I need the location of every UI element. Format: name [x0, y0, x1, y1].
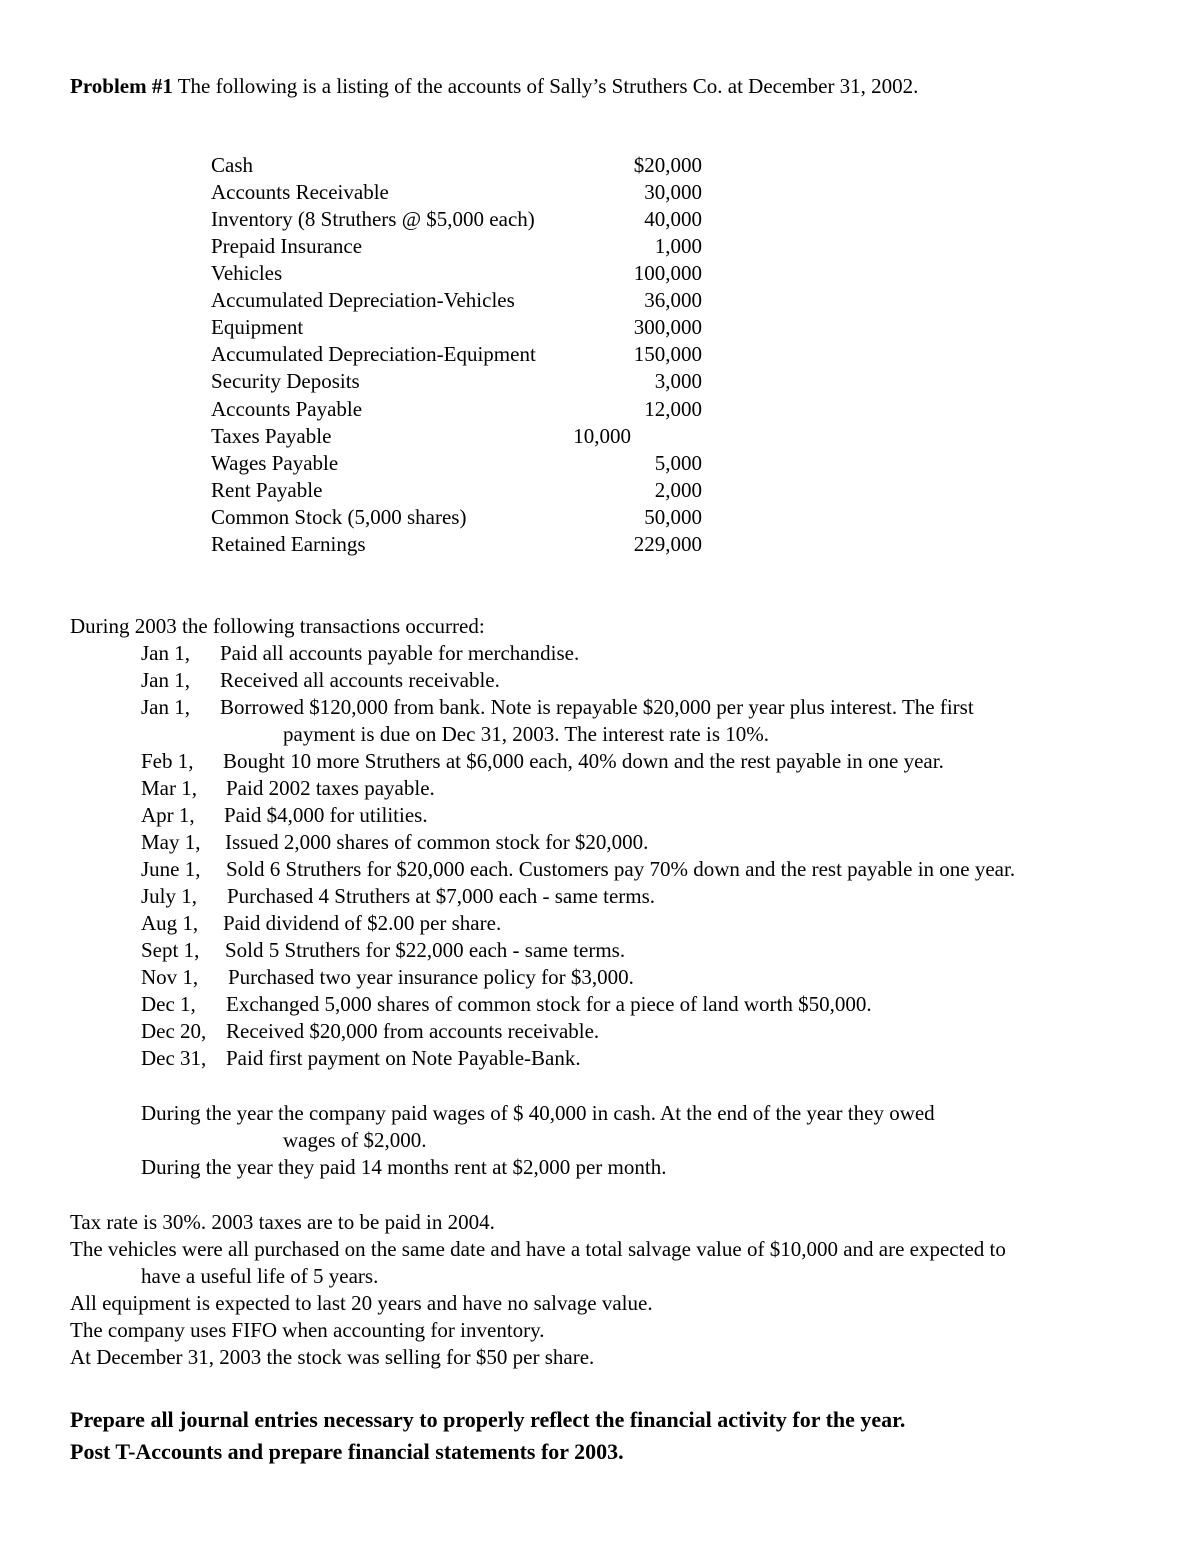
instructions-line-1: Prepare all journal entries necessary to properly reflect the financial activity for the year.: [70, 1407, 906, 1432]
tax-rate-note: Tax rate is 30%. 2003 taxes are to be paid in 2004.: [70, 1210, 495, 1234]
transaction-text: Paid first payment on Note Payable-Bank.: [226, 1046, 581, 1070]
problem-label: Problem #1: [70, 74, 173, 98]
transactions-intro: During 2003 the following transactions occurred:: [70, 614, 485, 638]
account-name: Vehicles: [211, 261, 283, 285]
account-amount: 3,000: [654, 369, 702, 393]
wages-note: During the year the company paid wages of $ 40,000 in cash. At the end of the year they owed: [141, 1101, 935, 1125]
account-name: Accumulated Depreciation-Vehicles: [211, 288, 515, 312]
transaction-text: Borrowed $120,000 from bank. Note is repayable $20,000 per year plus interest. The first: [220, 695, 974, 719]
account-name: Wages Payable: [211, 451, 339, 475]
transaction-text: Purchased two year insurance policy for $3,000.: [228, 965, 634, 989]
transaction-text: Sold 6 Struthers for $20,000 each. Customers pay 70% down and the rest payable in one year.: [226, 857, 1016, 881]
account-amount: 10,000: [573, 424, 631, 448]
transaction-text: Paid all accounts payable for merchandise.: [220, 641, 580, 665]
transaction-date: Apr 1,: [141, 803, 195, 827]
account-name: Retained Earnings: [211, 532, 366, 556]
transaction-text: Exchanged 5,000 shares of common stock for a piece of land worth $50,000.: [226, 992, 872, 1016]
account-name: Cash: [211, 153, 253, 177]
instructions-line-2: Post T-Accounts and prepare financial statements for 2003.: [70, 1439, 624, 1464]
transaction-date: Nov 1,: [141, 965, 199, 989]
transaction-text: Sold 5 Struthers for $22,000 each - same terms.: [225, 938, 626, 962]
transaction-text: Paid 2002 taxes payable.: [226, 776, 435, 800]
transaction-date: Jan 1,: [141, 695, 190, 719]
transaction-text: Received all accounts receivable.: [220, 668, 500, 692]
transaction-text: Purchased 4 Struthers at $7,000 each - same terms.: [227, 884, 656, 908]
transaction-text: Received $20,000 from accounts receivable.: [226, 1019, 600, 1043]
equipment-note: All equipment is expected to last 20 years and have no salvage value.: [70, 1291, 653, 1315]
transaction-text: Paid dividend of $2.00 per share.: [223, 911, 502, 935]
account-amount: 5,000: [654, 451, 702, 475]
account-name: Security Deposits: [211, 369, 360, 393]
transaction-text-continuation: payment is due on Dec 31, 2003. The interest rate is 10%.: [283, 722, 769, 746]
account-amount: 30,000: [644, 180, 702, 204]
transaction-date: Jan 1,: [141, 641, 190, 665]
vehicles-note-continuation: have a useful life of 5 years.: [141, 1264, 379, 1288]
account-amount: 40,000: [644, 207, 702, 231]
transaction-date: Jan 1,: [141, 668, 190, 692]
account-name: Common Stock (5,000 shares): [211, 505, 467, 529]
transaction-date: July 1,: [141, 884, 198, 908]
account-name: Prepaid Insurance: [211, 234, 363, 258]
account-name: Rent Payable: [211, 478, 323, 502]
account-amount: 300,000: [633, 315, 702, 339]
problem-intro: The following is a listing of the accounts of Sally’s Struthers Co. at December 31, 2002.: [177, 74, 919, 98]
account-amount: $20,000: [633, 153, 702, 177]
account-amount: 100,000: [633, 261, 702, 285]
transaction-date: May 1,: [141, 830, 201, 854]
transaction-date: Dec 20,: [141, 1019, 207, 1043]
transaction-text: Issued 2,000 shares of common stock for $20,000.: [225, 830, 649, 854]
transaction-date: Feb 1,: [141, 749, 194, 773]
account-name: Accounts Payable: [211, 397, 363, 421]
transaction-date: Sept 1,: [141, 938, 200, 962]
transaction-text: Bought 10 more Struthers at $6,000 each, 40% down and the rest payable in one year.: [223, 749, 944, 773]
transaction-text: Paid $4,000 for utilities.: [224, 803, 428, 827]
transaction-date: Aug 1,: [141, 911, 199, 935]
problem-heading: [70, 73, 918, 100]
account-amount: 1,000: [654, 234, 702, 258]
account-name: Accumulated Depreciation-Equipment: [211, 342, 536, 366]
inventory-note: The company uses FIFO when accounting for inventory.: [70, 1318, 545, 1342]
transaction-date: Dec 1,: [141, 992, 196, 1016]
account-amount: 50,000: [644, 505, 702, 529]
transaction-date: Mar 1,: [141, 776, 197, 800]
account-name: Equipment: [211, 315, 304, 339]
account-amount: 36,000: [644, 288, 702, 312]
stock-price-note: At December 31, 2003 the stock was selling for $50 per share.: [70, 1345, 595, 1369]
account-amount: 150,000: [633, 342, 702, 366]
account-amount: 229,000: [633, 532, 702, 556]
account-name: Accounts Receivable: [211, 180, 389, 204]
transaction-date: Dec 31,: [141, 1046, 207, 1070]
wages-note-continuation: wages of $2,000.: [283, 1128, 427, 1152]
vehicles-note: The vehicles were all purchased on the same date and have a total salvage value of $10,000 and are expected to: [70, 1237, 1006, 1261]
rent-note: During the year they paid 14 months rent at $2,000 per month.: [141, 1155, 667, 1179]
account-name: Taxes Payable: [211, 424, 332, 448]
account-name: Inventory (8 Struthers @ $5,000 each): [211, 207, 535, 231]
account-amount: 2,000: [654, 478, 702, 502]
account-amount: 12,000: [644, 397, 702, 421]
transaction-date: June 1,: [141, 857, 201, 881]
